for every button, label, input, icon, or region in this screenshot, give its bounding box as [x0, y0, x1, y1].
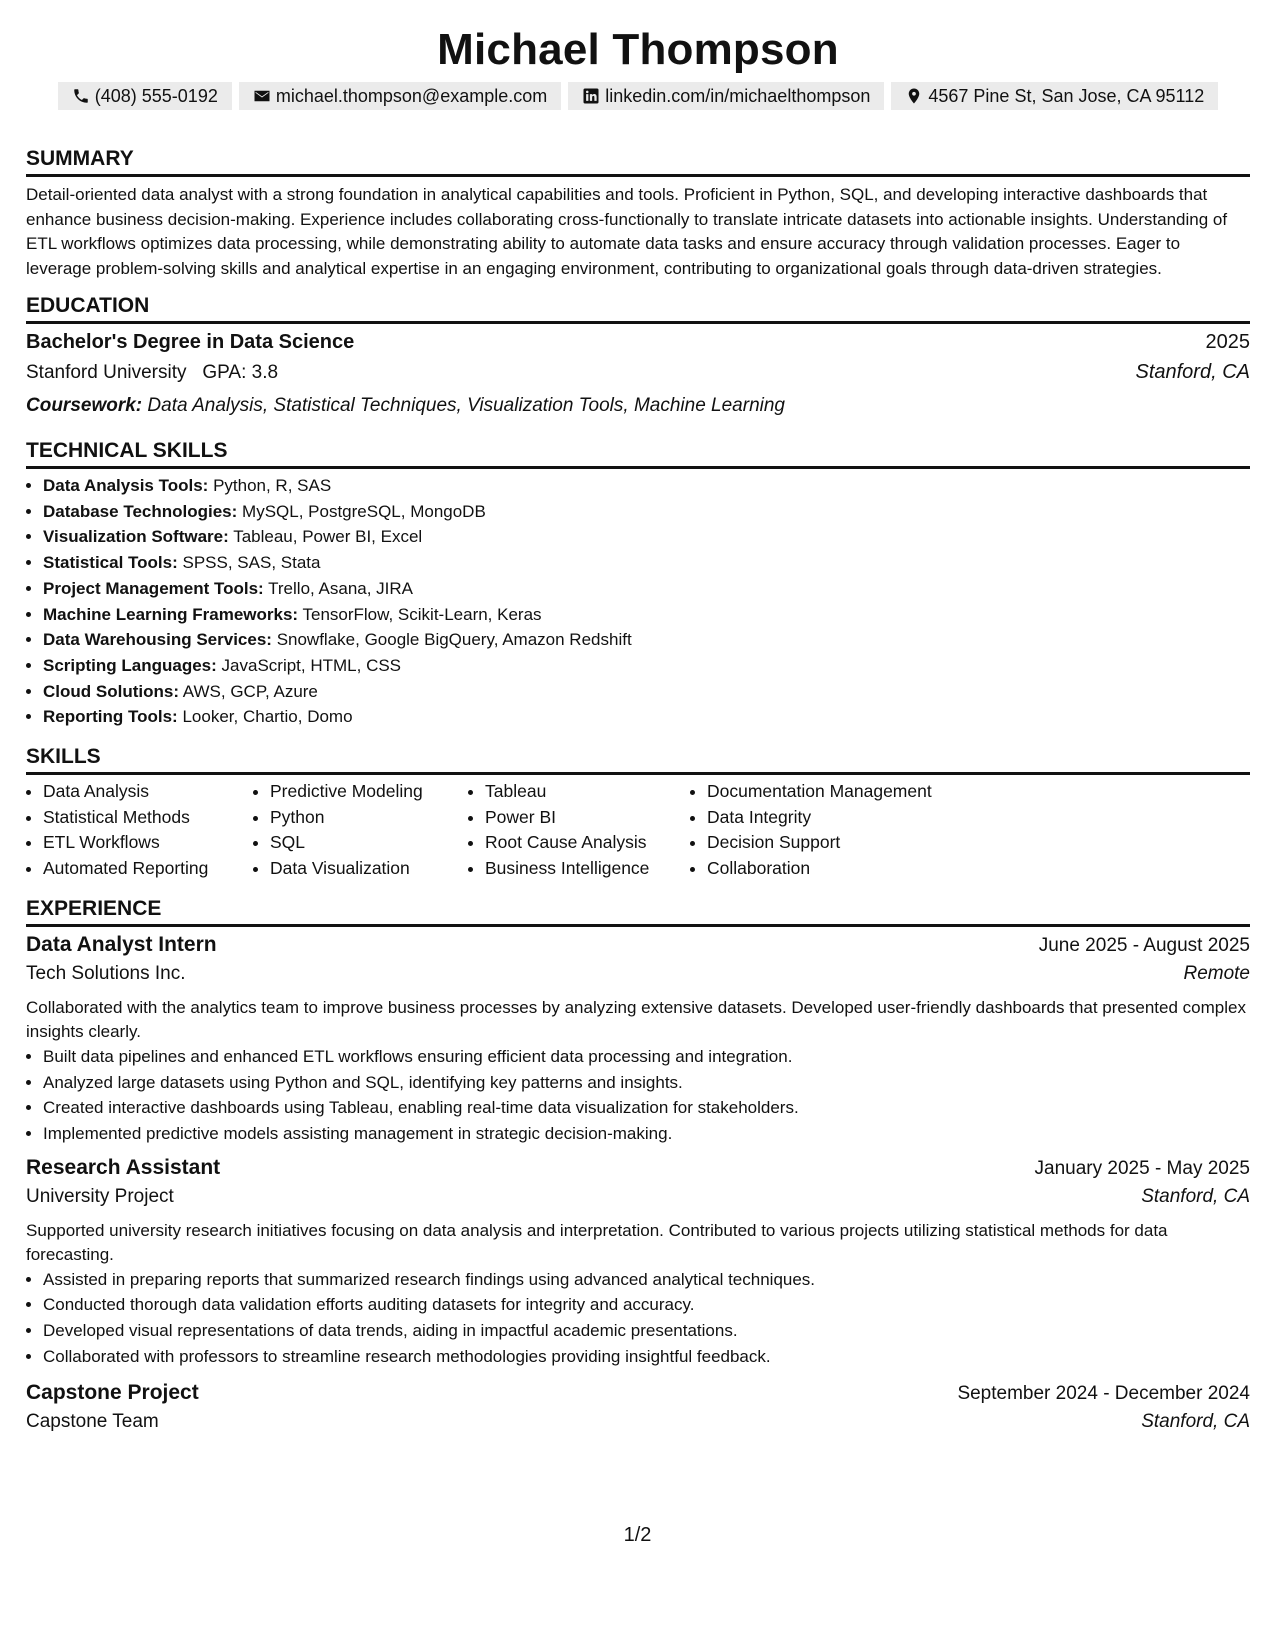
job-location: Remote [1183, 962, 1250, 984]
experience-heading: EXPERIENCE [26, 894, 1250, 927]
skills-heading: SKILLS [26, 742, 1250, 775]
job-bullets [26, 1267, 1250, 1370]
list-item: • Data Analysis Tools: Python, R, SAS [43, 473, 1250, 499]
technical-skills-list [26, 473, 1250, 730]
linkedin-icon [582, 87, 600, 105]
degree: Bachelor's Degree in Data Science [26, 331, 355, 353]
list-item: • Built data pipelines and enhanced ETL workflows ensuring efficient data processing and integration. [43, 1044, 1250, 1070]
skills-column-1 [26, 779, 248, 882]
candidate-name: Michael Thompson [437, 25, 839, 74]
list-item: • Machine Learning Frameworks: TensorFlow, Scikit-Learn, Keras [43, 602, 1250, 628]
job-bullets [26, 1044, 1250, 1147]
job-title: Research Assistant [26, 1155, 221, 1179]
experience-section [26, 894, 1250, 1443]
job-description: Collaborated with the analytics team to improve business processes by analyzing extensive datasets. Developed user-friendly dashboards that presented complex insights clearly. [26, 997, 1246, 1041]
school [26, 362, 278, 384]
list-item: • Reporting Tools: Looker, Chartio, Domo [43, 704, 1250, 730]
experience-entry-2 [26, 1156, 1250, 1370]
list-item: • Database Technologies: MySQL, PostgreSQL, MongoDB [43, 499, 1250, 525]
list-item: • Predictive Modeling [270, 779, 463, 805]
job-company: University Project [26, 1185, 174, 1207]
list-item: • ETL Workflows [43, 830, 248, 856]
job-company: Capstone Team [26, 1411, 159, 1433]
page-number: 1/2 [623, 1524, 652, 1546]
list-item: • Root Cause Analysis [485, 830, 685, 856]
list-item: • Decision Support [707, 830, 1007, 856]
list-item: • Documentation Management [707, 779, 1007, 805]
list-item: • Collaborated with professors to streamline research methodologies providing insightful feedback. [43, 1344, 1250, 1370]
list-item: • Business Intelligence [485, 856, 685, 882]
technical-skills-heading: TECHNICAL SKILLS [26, 436, 1250, 469]
list-item: • Python [270, 805, 463, 831]
list-item: • Project Management Tools: Trello, Asana, JIRA [43, 576, 1250, 602]
contact-email[interactable] [239, 82, 561, 110]
school-name: Stanford University [26, 362, 187, 383]
envelope-icon [253, 87, 271, 105]
job-title: Capstone Project [26, 1381, 199, 1405]
job-dates: January 2025 - May 2025 [1034, 1157, 1250, 1179]
job-description: Supported university research initiatives focusing on data analysis and interpretation. Contributed to various projects utilizing statistical methods for data forecasting. [26, 1220, 1168, 1264]
contact-address-text: 4567 Pine St, San Jose, CA 95112 [928, 86, 1205, 106]
job-header [26, 1381, 1250, 1411]
skills-column-2 [253, 779, 463, 882]
list-item: • Created interactive dashboards using Tableau, enabling real-time data visualization for stakeholders. [43, 1095, 1250, 1121]
job-header [26, 933, 1250, 963]
gpa: GPA: 3.8 [202, 362, 279, 383]
phone-icon [72, 87, 90, 105]
technical-skills-section [26, 436, 1250, 730]
contact-phone-text: (408) 555-0192 [94, 86, 218, 106]
list-item: • Developed visual representations of data trends, aiding in impactful academic presentations. [43, 1318, 1250, 1344]
summary-heading: SUMMARY [26, 144, 1250, 177]
contact-phone [58, 82, 232, 110]
list-item: • Data Integrity [707, 805, 1007, 831]
list-item: • Analyzed large datasets using Python and SQL, identifying key patterns and insights. [43, 1070, 1250, 1096]
skills-column-3 [468, 779, 685, 882]
job-dates: June 2025 - August 2025 [1038, 934, 1250, 956]
list-item: • Data Warehousing Services: Snowflake, Google BigQuery, Amazon Redshift [43, 627, 1250, 653]
coursework [26, 391, 1250, 421]
list-item: • Power BI [485, 805, 685, 831]
school-location: Stanford, CA [1135, 361, 1250, 383]
skills-section [26, 742, 1250, 882]
education-row-1 [26, 331, 1250, 361]
job-dates: September 2024 - December 2024 [957, 1383, 1250, 1405]
job-title: Data Analyst Intern [26, 932, 217, 956]
job-header [26, 1156, 1250, 1186]
contact-bar [26, 82, 1250, 110]
map-pin-icon [905, 87, 923, 105]
list-item: • Visualization Software: Tableau, Power BI, Excel [43, 524, 1250, 550]
job-location: Stanford, CA [1141, 1185, 1250, 1207]
contact-linkedin[interactable] [568, 82, 884, 110]
job-subheader [26, 1186, 1250, 1217]
skills-column-4 [690, 779, 1007, 882]
list-item: • Cloud Solutions: AWS, GCP, Azure [43, 679, 1250, 705]
coursework-list: Data Analysis, Statistical Techniques, Visualization Tools, Machine Learning [147, 395, 785, 416]
list-item: • Implemented predictive models assisting management in strategic decision-making. [43, 1121, 1250, 1147]
contact-address [891, 82, 1218, 110]
job-subheader [26, 963, 1250, 994]
list-item: • Data Analysis [43, 779, 248, 805]
contact-email-text: michael.thompson@example.com [275, 86, 548, 106]
contact-linkedin-text: linkedin.com/in/michaelthompson [605, 86, 871, 106]
list-item: • Collaboration [707, 856, 1007, 882]
summary-text: Detail-oriented data analyst with a strong foundation in analytical capabilities and tools. Proficient in Python, SQL, and developing interactive dashboards that enhance business decision-making. Experience includes collaborating cross-functionally to translate intricate datasets into actionable insights. Understanding of ETL workflows optimizes data processing, while demonstrating ability to automate data tasks and ensure accuracy through validation processes. Eager to leverage problem-solving skills and analytical expertise in an engaging environment, contributing to organizational goals through data-driven strategies. [26, 185, 1228, 278]
resume-page [26, 0, 1250, 1442]
job-company: Tech Solutions Inc. [26, 962, 186, 984]
list-item: • SQL [270, 830, 463, 856]
education-row-2 [26, 361, 1250, 391]
education-heading: EDUCATION [26, 291, 1250, 324]
experience-entry-1 [26, 933, 1250, 1147]
list-item: • Statistical Tools: SPSS, SAS, Stata [43, 550, 1250, 576]
list-item: • Tableau [485, 779, 685, 805]
skills-grid [26, 779, 1250, 882]
list-item: • Conducted thorough data validation efforts auditing datasets for integrity and accuracy. [43, 1292, 1250, 1318]
list-item: • Scripting Languages: JavaScript, HTML, CSS [43, 653, 1250, 679]
list-item: • Assisted in preparing reports that summarized research findings using advanced analytical techniques. [43, 1267, 1250, 1293]
graduation-year: 2025 [1205, 331, 1250, 353]
list-item: • Data Visualization [270, 856, 463, 882]
job-location: Stanford, CA [1141, 1411, 1250, 1433]
experience-entry-3 [26, 1381, 1250, 1442]
education-section [26, 291, 1250, 421]
list-item: • Automated Reporting [43, 856, 248, 882]
job-subheader [26, 1411, 1250, 1442]
coursework-label: Coursework: [26, 395, 143, 416]
summary-section [26, 144, 1250, 281]
list-item: • Statistical Methods [43, 805, 248, 831]
